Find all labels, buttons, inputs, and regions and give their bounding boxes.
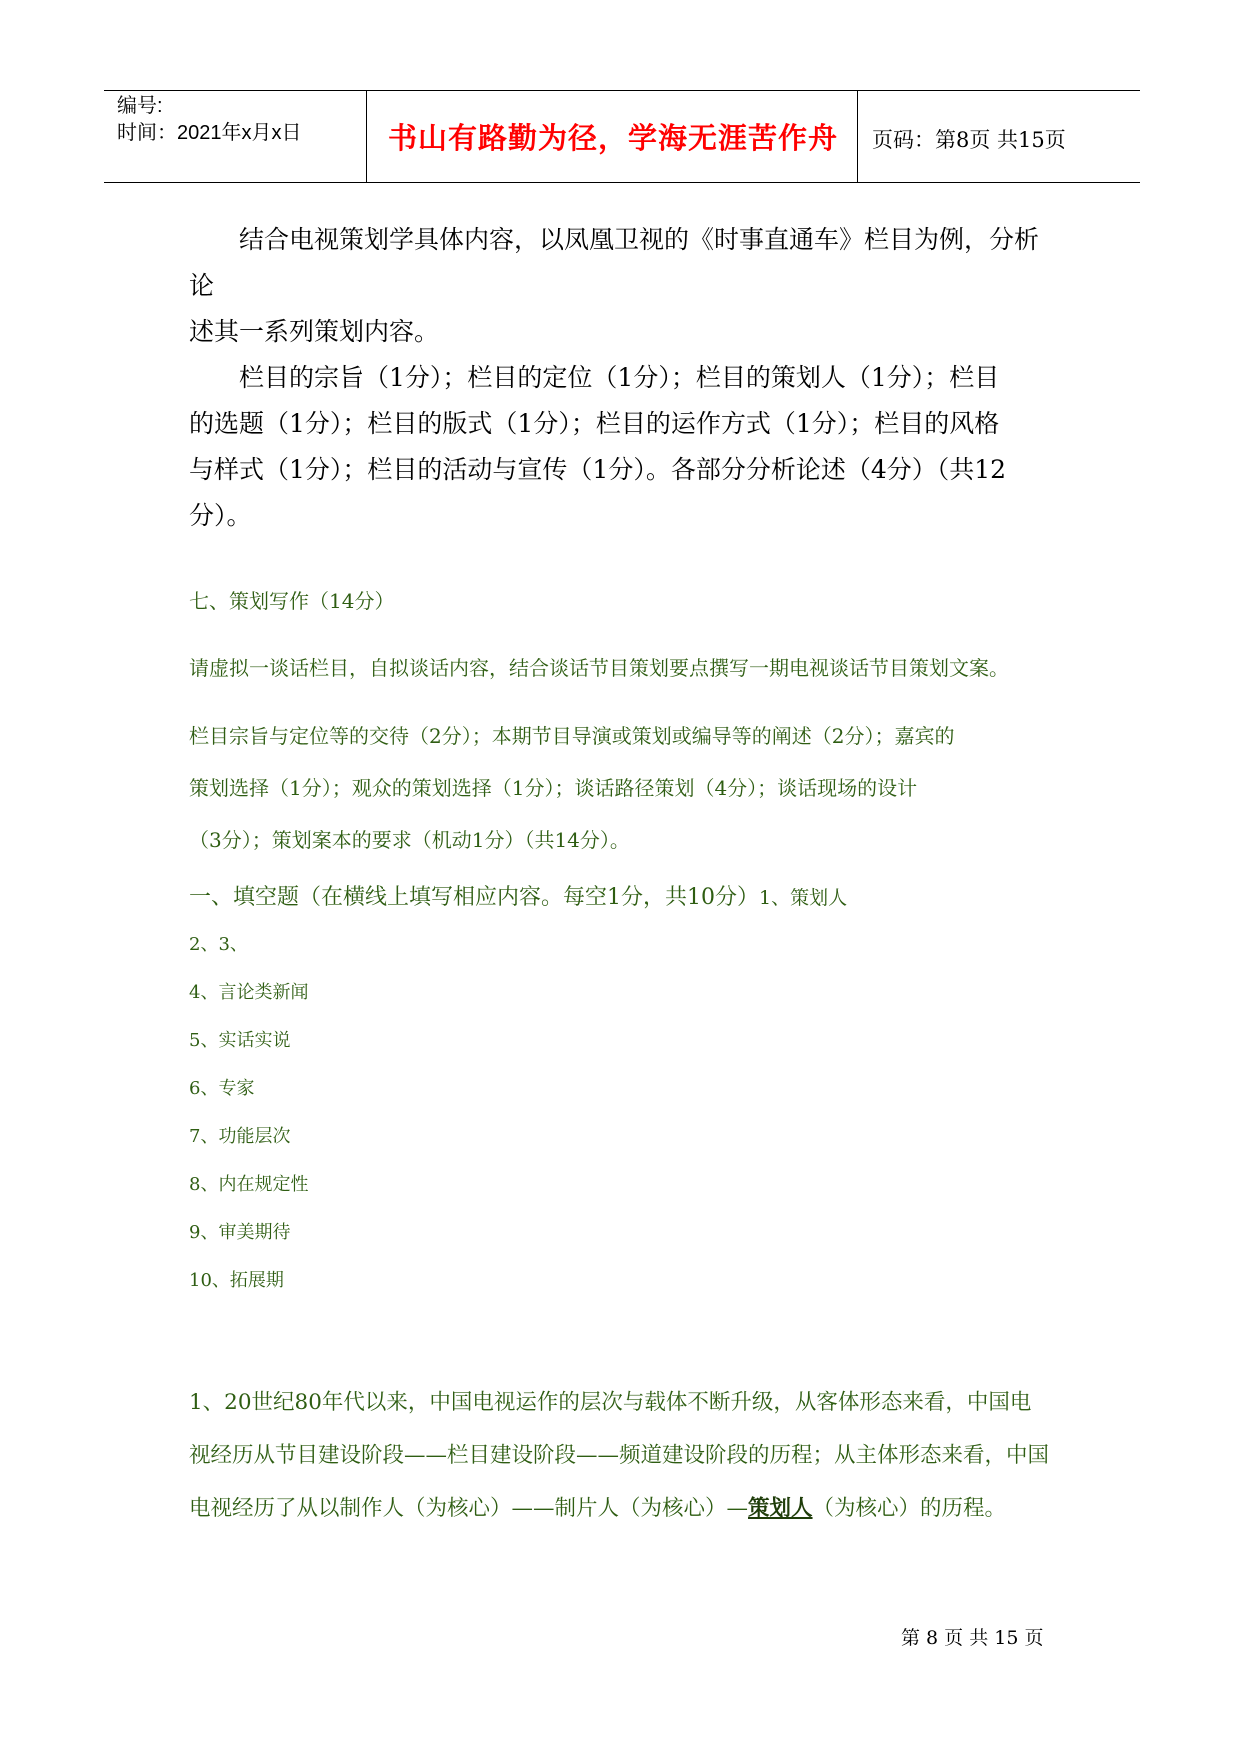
q6-scoring-line2: 的选题（1分）；栏目的版式（1分）；栏目的运作方式（1分）；栏目的风格 — [189, 409, 1000, 438]
header-page-number: 页码：第8页 共15页 — [872, 128, 1066, 152]
q7-scoring-line3: （3分）；策划案本的要求（机动1分）（共14分）。 — [189, 828, 630, 852]
header-top-rule — [104, 90, 1140, 91]
answer-item: 6、专家 — [189, 1078, 255, 1099]
answer-item: 8、内在规定性 — [189, 1174, 309, 1195]
q6-scoring-line1: 栏目的宗旨（1分）；栏目的定位（1分）；栏目的策划人（1分）；栏目 — [239, 363, 1000, 392]
paragraph-line1: 1、20世纪80年代以来，中国电视运作的层次与载体不断升级，从客体形态来看，中国电 — [189, 1390, 1032, 1415]
answer-paragraph — [189, 1376, 1069, 1535]
answer-item: 2、3、 — [189, 934, 248, 955]
q6-scoring-line3: 与样式（1分）；栏目的活动与宣传（1分）。各部分分析论述（4分）（共12 — [189, 455, 1007, 484]
paragraph-line3-before: 电视经历了从以制作人（为核心）——制片人（为核心）— — [189, 1496, 749, 1521]
header-bottom-rule — [104, 182, 1140, 183]
q6-intro-line2: 述其一系列策划内容。 — [189, 317, 440, 346]
paragraph-line3 — [189, 1482, 1069, 1535]
doc-id-label: 编号: — [117, 95, 163, 117]
header-motto: 书山有路勤为径，学海无涯苦作舟 — [387, 121, 838, 155]
q7-scoring-line2: 策划选择（1分）；观众的策划选择（1分）；谈话路径策划（4分）；谈话现场的设计 — [189, 776, 918, 800]
answer-item: 10、拓展期 — [189, 1270, 284, 1291]
q6-intro-line1: 结合电视策划学具体内容，以凤凰卫视的《时事直通车》栏目为例，分析论 — [189, 225, 1040, 300]
header-divider-left — [366, 90, 367, 182]
answer-item: 7、功能层次 — [189, 1126, 291, 1147]
q7-scoring-line1: 栏目宗旨与定位等的交待（2分）；本期节目导演或策划或编导等的阐述（2分）；嘉宾的 — [189, 724, 955, 748]
fill-blank-first-answer: 1、策划人 — [759, 887, 848, 909]
doc-time-label: 时间：2021年x月x日 — [117, 122, 302, 144]
answer-item: 4、言论类新闻 — [189, 982, 309, 1003]
fill-blank-title: 一、填空题（在横线上填写相应内容。每空1分，共10分） — [189, 885, 759, 910]
q6-scoring-line4: 分）。 — [189, 501, 252, 530]
question-six — [189, 217, 1059, 539]
paragraph-line3-after: （为核心）的历程。 — [812, 1496, 1007, 1521]
answer-item: 9、审美期待 — [189, 1222, 291, 1243]
q7-title: 七、策划写作（14分） — [189, 589, 395, 613]
paragraph-line2: 视经历从节目建设阶段——栏目建设阶段——频道建设阶段的历程；从主体形态来看，中国 — [189, 1443, 1050, 1468]
underlined-answer: 策划人 — [748, 1496, 813, 1521]
fill-blank-heading — [189, 880, 847, 911]
q7-prompt: 请虚拟一谈话栏目，自拟谈话内容，结合谈话节目策划要点撰写一期电视谈话节目策划文案。 — [189, 656, 1009, 680]
answer-item: 5、实话实说 — [189, 1030, 291, 1051]
footer-page-number: 第 8 页 共 15 页 — [901, 1627, 1044, 1649]
